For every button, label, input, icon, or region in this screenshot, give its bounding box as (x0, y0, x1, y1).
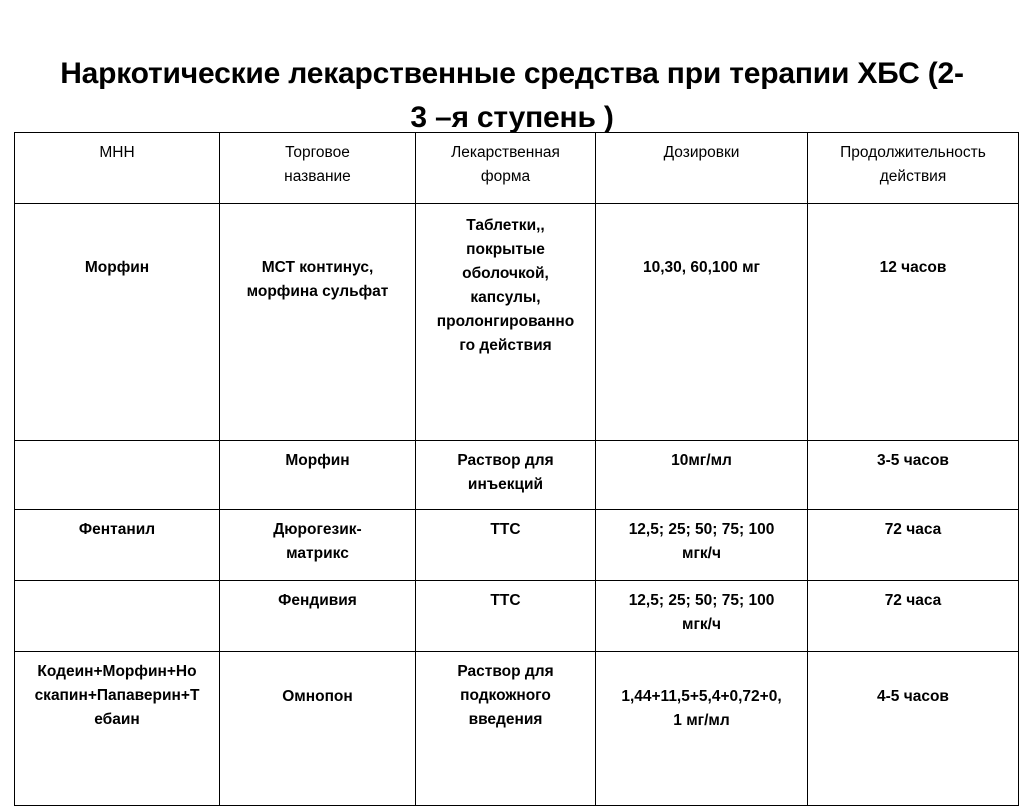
cell-duration: 3-5 часов (808, 441, 1019, 510)
cell-mnn: Морфин (15, 204, 220, 441)
cell-dosage: 10,30, 60,100 мг (596, 204, 808, 441)
slide-title-line-2: 3 –я ступень ) (410, 101, 614, 134)
cell-trade-name: Дюрогезик- матрикс (220, 510, 416, 581)
cell-mnn: Кодеин+Морфин+Но скапин+Папаверин+Т ебаин (15, 652, 220, 806)
cell-dosage-form: Раствор для инъекций (416, 441, 596, 510)
cell-duration: 72 часа (808, 510, 1019, 581)
header-mnn: МНН (15, 133, 220, 204)
table-row (15, 652, 1019, 806)
header-trade-name: Торговое название (220, 133, 416, 204)
header-dosage-form: Лекарственная форма (416, 133, 596, 204)
cell-trade-name: Морфин (220, 441, 416, 510)
table-row (15, 204, 1019, 441)
cell-dosage: 1,44+11,5+5,4+0,72+0, 1 мг/мл (596, 652, 808, 806)
cell-duration: 12 часов (808, 204, 1019, 441)
slide-title-line-1: Наркотические лекарственные средства при терапии ХБС (2- (60, 57, 964, 90)
cell-trade-name: Омнопон (220, 652, 416, 806)
cell-dosage: 12,5; 25; 50; 75; 100 мгк/ч (596, 510, 808, 581)
slide-title (40, 52, 984, 140)
cell-dosage-form: ТТС (416, 510, 596, 581)
header-duration: Продолжительность действия (808, 133, 1019, 204)
cell-dosage: 12,5; 25; 50; 75; 100 мгк/ч (596, 581, 808, 652)
table-row (15, 441, 1019, 510)
cell-duration: 4-5 часов (808, 652, 1019, 806)
cell-trade-name: Фендивия (220, 581, 416, 652)
narcotic-drugs-table (14, 132, 1019, 806)
cell-mnn (15, 441, 220, 510)
header-dosage: Дозировки (596, 133, 808, 204)
cell-dosage-form: Таблетки,, покрытые оболочкой, капсулы, пролонгированно го действия (416, 204, 596, 441)
cell-dosage-form: ТТС (416, 581, 596, 652)
table-header-row (15, 133, 1019, 204)
table-row (15, 510, 1019, 581)
cell-mnn: Фентанил (15, 510, 220, 581)
cell-dosage: 10мг/мл (596, 441, 808, 510)
cell-trade-name: МСТ континус, морфина сульфат (220, 204, 416, 441)
cell-duration: 72 часа (808, 581, 1019, 652)
cell-dosage-form: Раствор для подкожного введения (416, 652, 596, 806)
table-row (15, 581, 1019, 652)
cell-mnn (15, 581, 220, 652)
